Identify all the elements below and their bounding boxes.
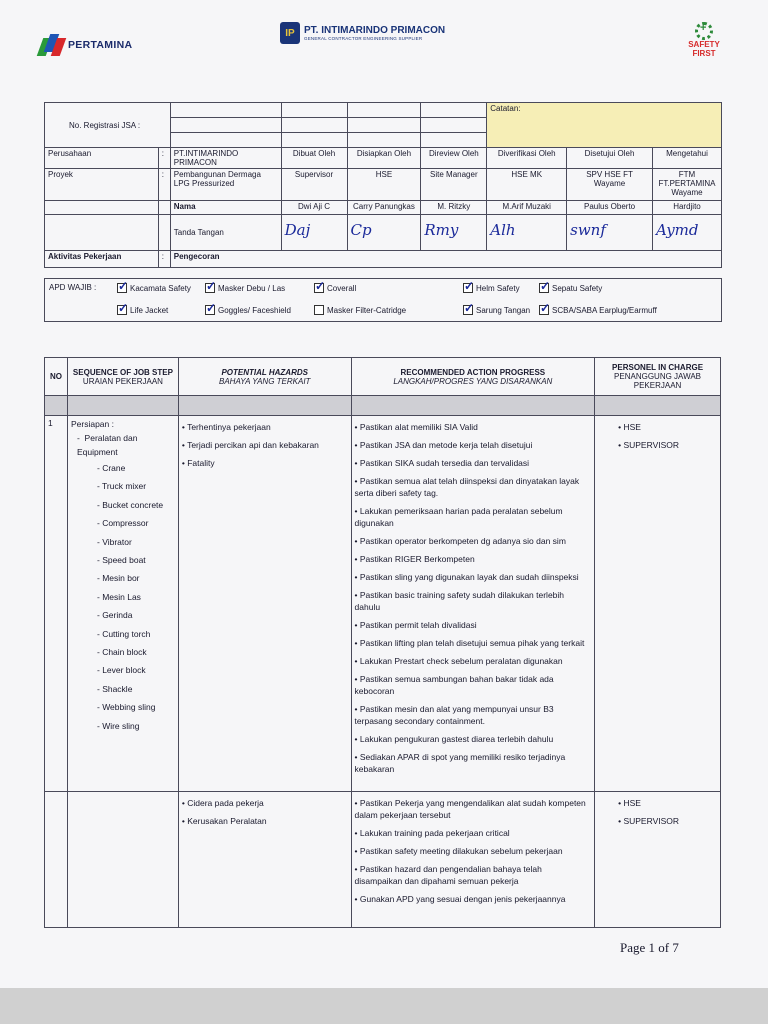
- letterhead: [0, 14, 768, 74]
- action-item: • Pastikan operator berkompeten dg adanya sio dan sim: [355, 532, 592, 550]
- checkbox-icon: [314, 305, 324, 315]
- equipment-item: - Crane: [71, 459, 175, 477]
- personnel-item: • SUPERVISOR: [618, 812, 717, 830]
- checkbox-icon: [539, 283, 549, 293]
- company-logo: [280, 22, 445, 44]
- apd-checkbox[interactable]: ✓ Life Jacket: [117, 305, 168, 315]
- signer-name: M.Arif Muzaki: [487, 201, 567, 215]
- step-subtitle: - Peralatan dan Equipment: [76, 433, 138, 457]
- action-item: • Lakukan training pada pekerjaan critical: [355, 824, 592, 842]
- equipment-item: - Webbing sling: [71, 698, 175, 716]
- checkbox-icon: [117, 305, 127, 315]
- actions-cell: [351, 416, 595, 792]
- action-item: • Pastikan mesin dan alat yang mempunyai unsur B3 terpasang secondary containment.: [355, 700, 592, 730]
- perusahaan-label: Perusahaan: [45, 148, 159, 169]
- action-item: • Pastikan basic training safety sudah dilakukan terlebih dahulu: [355, 586, 592, 616]
- signature: Rmy: [421, 215, 487, 251]
- table-row: [45, 792, 721, 928]
- personnel-list: [598, 418, 717, 455]
- proyek-label: Proyek: [45, 169, 159, 201]
- role-head: Disiapkan Oleh: [347, 148, 421, 169]
- role-title: HSE: [347, 169, 421, 201]
- checkbox-icon: [314, 283, 324, 293]
- role-head: Direview Oleh: [421, 148, 487, 169]
- equipment-item: - Wire sling: [71, 717, 175, 735]
- equipment-item: - Gerinda: [71, 606, 175, 624]
- equipment-item: - Mesin Las: [71, 588, 175, 606]
- action-item: • Pastikan sling yang digunakan layak dan sudah diinspeksi: [355, 568, 592, 586]
- personnel-cell: [595, 416, 721, 792]
- aktivitas-value: Pengecoran: [170, 251, 721, 268]
- signature: swnf: [567, 215, 653, 251]
- registration-label: No. Registrasi JSA :: [45, 103, 171, 148]
- personnel-item: • HSE: [618, 418, 717, 436]
- signer-name: Hardjito: [652, 201, 721, 215]
- pertamina-text: PERTAMINA: [68, 39, 133, 51]
- jsa-steps-table: [44, 357, 721, 928]
- role-title: SPV HSE FT Wayame: [567, 169, 653, 201]
- role-head: Diverifikasi Oleh: [487, 148, 567, 169]
- apd-checkbox[interactable]: ✓ Sarung Tangan: [463, 305, 530, 315]
- action-item: • Sediakan APAR di spot yang memiliki resiko terjadinya kebakaran: [355, 748, 592, 778]
- hazard-item: • Kerusakan Peralatan: [182, 812, 348, 830]
- action-item: • Pastikan lifting plan telah disetujui semua pihak yang terkait: [355, 634, 592, 652]
- tanda-tangan-label: Tanda Tangan: [170, 215, 281, 251]
- signer-name: Dwi Aji C: [281, 201, 347, 215]
- apd-checkbox[interactable]: ✓ Coverall: [314, 283, 356, 293]
- role-head: Disetujui Oleh: [567, 148, 653, 169]
- header-divider-row: [45, 396, 721, 416]
- page-number: Page 1 of 7: [620, 940, 679, 955]
- job-step-cell: [67, 416, 178, 792]
- company-subtitle: GENERAL CONTRACTOR ENGINEERING SUPPLIER: [304, 36, 423, 41]
- action-list: [355, 418, 592, 778]
- equipment-item: - Compressor: [71, 514, 175, 532]
- row-number: 1: [45, 416, 68, 792]
- apd-section: [44, 278, 722, 322]
- apd-checkbox[interactable]: ✓ Kacamata Safety: [117, 283, 191, 293]
- hazard-item: • Terjadi percikan api dan kebakaran: [182, 436, 348, 454]
- hazards-cell: [178, 792, 351, 928]
- nama-label: Nama: [170, 201, 281, 215]
- apd-checkbox[interactable]: ✓ Masker Debu / Las: [205, 283, 285, 293]
- equipment-item: - Cutting torch: [71, 625, 175, 643]
- equipment-item: - Shackle: [71, 680, 175, 698]
- apd-checkbox[interactable]: ✓ Helm Safety: [463, 283, 520, 293]
- safety-first-text: SAFETY FIRST: [688, 40, 720, 58]
- hazard-item: • Terhentinya pekerjaan: [182, 418, 348, 436]
- action-item: • Pastikan JSA dan metode kerja telah disetujui: [355, 436, 592, 454]
- apd-label: APD WAJIB :: [49, 283, 97, 292]
- apd-checkbox[interactable]: ✓ Sepatu Safety: [539, 283, 602, 293]
- header-no: NO: [45, 358, 68, 396]
- signature: Alh: [487, 215, 567, 251]
- role-title: FTM FT.PERTAMINA Wayame: [652, 169, 721, 201]
- header-personnel: PERSONEL IN CHARGE PENANGGUNG JAWAB PEKERJAAN: [595, 358, 721, 396]
- catatan-label: Catatan:: [490, 104, 521, 113]
- checkbox-icon: [205, 305, 215, 315]
- proyek-value: Pembangunan Dermaga LPG Pressurized: [170, 169, 281, 201]
- equipment-item: - Mesin bor: [71, 569, 175, 587]
- action-item: • Gunakan APD yang sesuai dengan jenis pekerjaannya: [355, 890, 592, 908]
- hazard-list: [182, 418, 348, 472]
- action-item: • Pastikan SIKA sudah tersedia dan tervalidasi: [355, 454, 592, 472]
- hazard-list: [182, 794, 348, 830]
- role-title: HSE MK: [487, 169, 567, 201]
- perusahaan-value: PT.INTIMARINDO PRIMACON: [170, 148, 281, 169]
- action-item: • Pastikan semua alat telah diinspeksi dan dinyatakan layak serta diberi safety tag.: [355, 472, 592, 502]
- actions-cell: [351, 792, 595, 928]
- action-item: • Pastikan hazard dan pengendalian bahaya telah disampaikan dan dipahami semuan pekerja: [355, 860, 592, 890]
- checkbox-icon: [117, 283, 127, 293]
- role-title: Supervisor: [281, 169, 347, 201]
- role-title: Site Manager: [421, 169, 487, 201]
- jsa-info-table: No. Registrasi JSA : Catatan: Perusahaan : PT.INTIMARINDO PRIMACON Dibuat Oleh Disiapkan Oleh Direview Oleh Diverifikasi Oleh Disetujui Oleh Mengetahui Proyek : Pembangunan Dermaga LPG Pressurized Supervisor HSE Site Manager HSE MK SPV HSE FT Wayame FTM FT.PERTAMINA Wayame Nama Dwi Aji C Carry Panungkas M. Ritzky M.Arif Muzaki Paulus Oberto Hardjito Tanda Tangan Daj Cp Rmy Alh swnf Aymd Aktivitas Pekerjaan : Pengecoran: [44, 102, 722, 268]
- pertamina-mark-icon: [38, 34, 64, 56]
- checkbox-icon: [463, 305, 473, 315]
- action-item: • Lakukan Prestart check sebelum peralatan digunakan: [355, 652, 592, 670]
- role-head: Mengetahui: [652, 148, 721, 169]
- action-list: [355, 794, 592, 908]
- equipment-item: - Speed boat: [71, 551, 175, 569]
- apd-checkbox[interactable]: ✓ SCBA/SABA Earplug/Earmuff: [539, 305, 657, 315]
- safety-gear-icon: [695, 22, 713, 40]
- apd-checkbox[interactable]: ✓ Goggles/ Faceshield: [205, 305, 291, 315]
- action-item: • Pastikan semua sambungan bahan bakar tidak ada kebocoran: [355, 670, 592, 700]
- personnel-list: [598, 794, 717, 831]
- action-item: • Pastikan safety meeting dilakukan sebelum pekerjaan: [355, 842, 592, 860]
- action-item: • Pastikan alat memiliki SIA Valid: [355, 418, 592, 436]
- apd-checkbox[interactable]: Masker Filter-Catridge: [314, 305, 406, 315]
- signature: Daj: [281, 215, 347, 251]
- personnel-cell: [595, 792, 721, 928]
- action-item: • Pastikan RIGER Berkompeten: [355, 550, 592, 568]
- header-hazards: POTENTIAL HAZARDS BAHAYA YANG TERKAIT: [178, 358, 351, 396]
- action-item: • Lakukan pemeriksaan harian pada peralatan sebelum digunakan: [355, 502, 592, 532]
- checkbox-icon: [463, 283, 473, 293]
- hazard-item: • Fatality: [182, 454, 348, 472]
- header-actions: RECOMMENDED ACTION PROGRESS LANGKAH/PROGRES YANG DISARANKAN: [351, 358, 595, 396]
- header-sequence: SEQUENCE OF JOB STEP URAIAN PEKERJAAN: [67, 358, 178, 396]
- hazards-cell: [178, 416, 351, 792]
- equipment-list: [71, 459, 175, 735]
- signer-name: Carry Panungkas: [347, 201, 421, 215]
- checkbox-icon: [539, 305, 549, 315]
- signature: Aymd: [652, 215, 721, 251]
- aktivitas-label: Aktivitas Pekerjaan: [45, 251, 159, 268]
- safety-first-badge: [684, 22, 724, 58]
- checkbox-icon: [205, 283, 215, 293]
- signer-name: M. Ritzky: [421, 201, 487, 215]
- company-emblem-icon: IP: [280, 22, 300, 44]
- equipment-item: - Vibrator: [71, 533, 175, 551]
- equipment-item: - Truck mixer: [71, 477, 175, 495]
- pertamina-logo: [38, 34, 132, 56]
- hazard-item: • Cidera pada pekerja: [182, 794, 348, 812]
- catatan-box[interactable]: [487, 103, 722, 148]
- table-row: [45, 416, 721, 792]
- action-item: • Pastikan Pekerja yang mengendalikan alat sudah kompeten dalam pekerjaan tersebut: [355, 794, 592, 824]
- action-item: • Pastikan permit telah divalidasi: [355, 616, 592, 634]
- personnel-item: • HSE: [618, 794, 717, 812]
- page-background-strip: [0, 988, 768, 1024]
- role-head: Dibuat Oleh: [281, 148, 347, 169]
- action-item: • Lakukan pengukuran gastest diarea terlebih dahulu: [355, 730, 592, 748]
- company-title: PT. INTIMARINDO PRIMACON: [304, 25, 446, 36]
- step-title: Persiapan :: [70, 419, 114, 429]
- personnel-item: • SUPERVISOR: [618, 436, 717, 454]
- equipment-item: - Chain block: [71, 643, 175, 661]
- equipment-item: - Bucket concrete: [71, 496, 175, 514]
- equipment-item: - Lever block: [71, 661, 175, 679]
- signature: Cp: [347, 215, 421, 251]
- signer-name: Paulus Oberto: [567, 201, 653, 215]
